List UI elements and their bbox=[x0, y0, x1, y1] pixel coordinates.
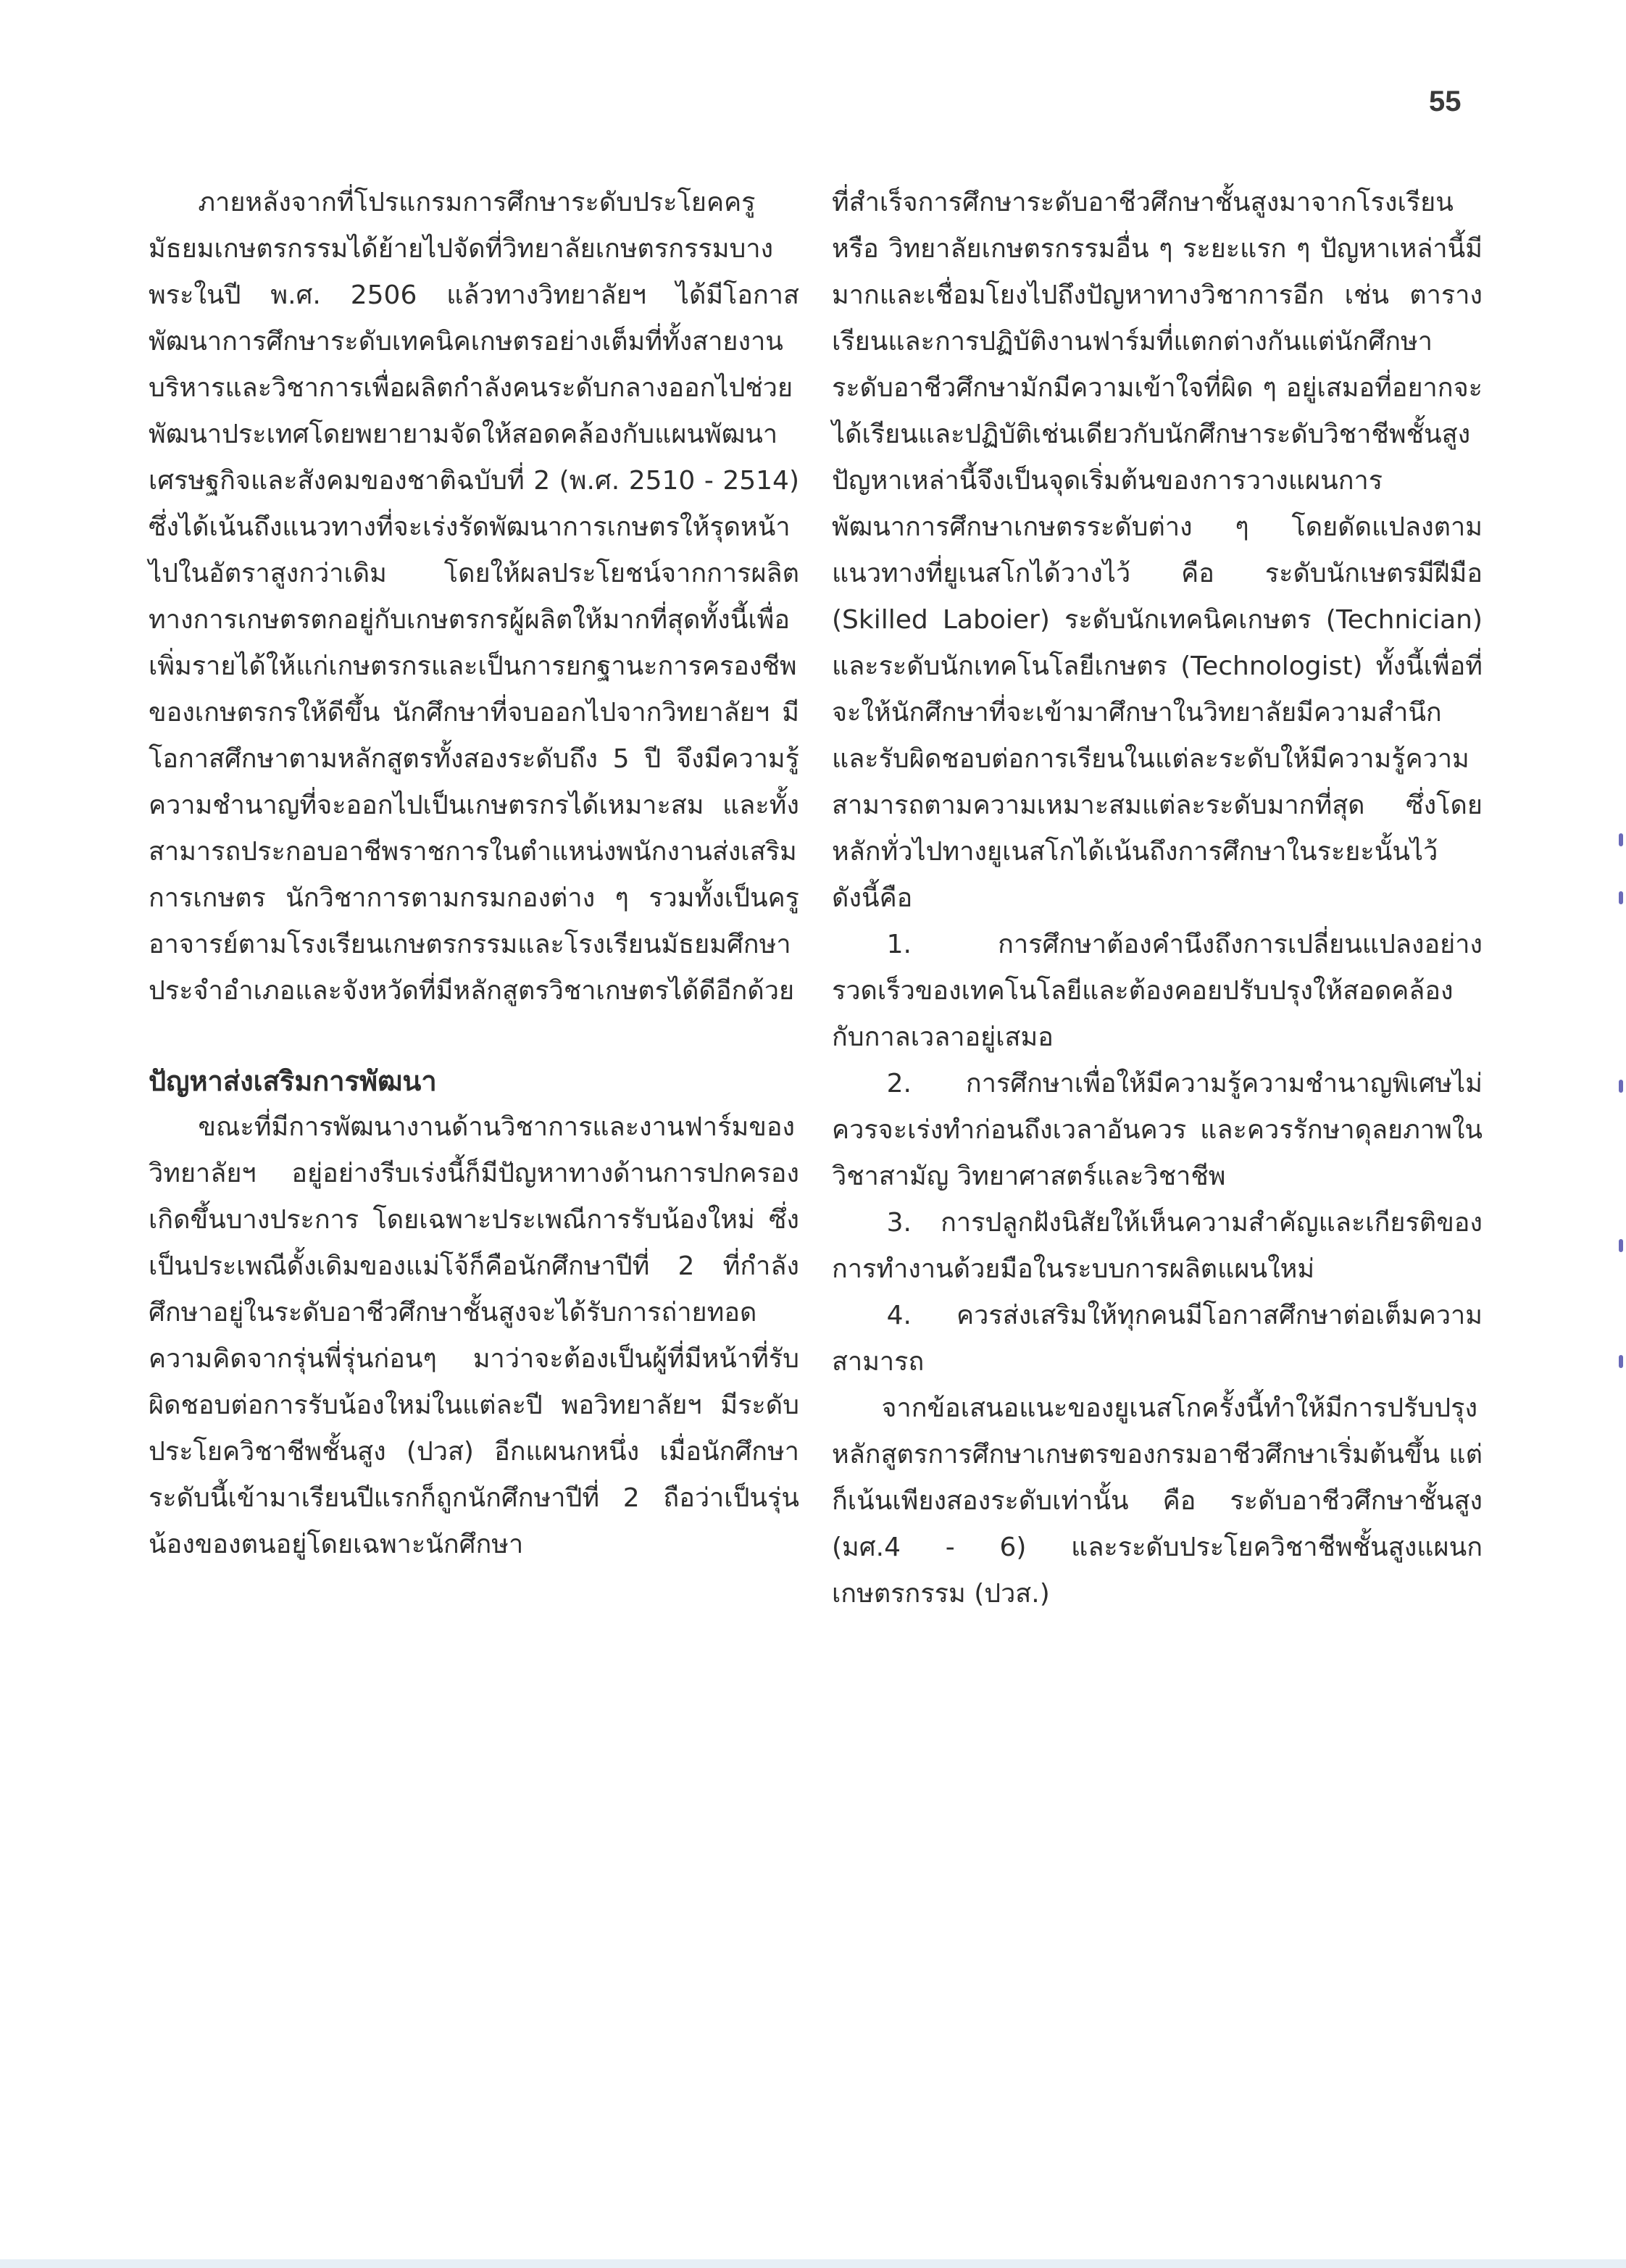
section-heading: ปัญหาส่งเสริมการพัฒนา bbox=[149, 1065, 437, 1097]
right-paragraph-2: จากข้อเสนอแนะของยูเนสโกครั้งนี้ทำให้มีการปรับปรุงหลักสูตรการศึกษาเกษตรของกรมอาชีวศึกษาเริ่มต้นขึ้น แต่ก็เน้นเพียงสองระดับเท่านั้น คือ ระดับอาชีวศึกษาชั้นสูง (มศ.4 - 6) และระดับประโยควิชาชีพชั้นสูงแผนกเกษตรกรรม (ปวส.) bbox=[832, 1393, 1483, 1609]
left-paragraph-1: ภายหลังจากที่โปรแกรมการศึกษาระดับประโยคครูมัธยมเกษตรกรรมได้ย้ายไปจัดที่วิทยาลัยเกษตรกรรมบางพระในปี พ.ศ. 2506 แล้วทางวิทยาลัยฯ ได้มีโอกาสพัฒนาการศึกษาระดับเทคนิคเกษตรอย่างเต็มที่ทั้งสายงานบริหารและวิชาการเพื่อผลิตกำลังคนระดับกลางออกไปช่วยพัฒนาประเทศโดยพยายามจัดให้สอดคล้องกับแผนพัฒนาเศรษฐกิจและสังคมของชาติฉบับที่ 2 (พ.ศ. 2510 - 2514) ซึ่งได้เน้นถึงแนวทางที่จะเร่งรัดพัฒนาการเกษตรให้รุดหน้าไปในอัตราสูงกว่าเดิม โดยให้ผลประโยชน์จากการผลิตทางการเกษตรตกอยู่กับเกษตรกรผู้ผลิตให้มากที่สุดทั้งนี้เพื่อเพิ่มรายได้ให้แก่เกษตรกรและเป็นการยกฐานะการครองชีพของเกษตรกรให้ดีขึ้น นักศึกษาที่จบออกไปจากวิทยาลัยฯ มีโอกาสศึกษาตามหลักสูตรทั้งสองระดับถึง 5 ปี จึงมีความรู้ความชำนาญที่จะออกไปเป็นเกษตรกรได้เหมาะสม และทั้งสามารถประกอบอาชีพราชการในตำแหน่งพนักงานส่งเสริมการเกษตร นักวิชาการตามกรมกองต่าง ๆ รวมทั้งเป็นครูอาจารย์ตามโรงเรียนเกษตรกรรมและโรงเรียนมัธยมศึกษาประจำอำเภอและจังหวัดที่มีหลักสูตรวิชาเกษตรได้ดีอีกด้วย bbox=[149, 188, 799, 1006]
scan-edge-marks bbox=[1619, 833, 1623, 1413]
edge-mark bbox=[1619, 1239, 1623, 1252]
list-item-3: 3. การปลูกฝังนิสัยให้เห็นความสำคัญและเกียรติของการทำงานด้วยมือในระบบการผลิตแผนใหม่ bbox=[832, 1208, 1483, 1284]
list-item-2: 2. การศึกษาเพื่อให้มีความรู้ความชำนาญพิเศษไม่ควรจะเร่งทำก่อนถึงเวลาอันควร และควรรักษาดุลยภาพในวิชาสามัญ วิทยาศาสตร์และวิชาชีพ bbox=[832, 1069, 1483, 1191]
bottom-rule bbox=[0, 2259, 1626, 2268]
right-paragraph-1: ที่สำเร็จการศึกษาระดับอาชีวศึกษาชั้นสูงมาจากโรงเรียน หรือ วิทยาลัยเกษตรกรรมอื่น ๆ ระยะแรก ๆ ปัญหาเหล่านี้มีมากและเชื่อมโยงไปถึงปัญหาทางวิชาการอีก เช่น ตารางเรียนและการปฏิบัติงานฟาร์มที่แตกต่างกันแต่นักศึกษาระดับอาชีวศึกษามักมีความเข้าใจที่ผิด ๆ อยู่เสมอที่อยากจะได้เรียนและปฏิบัติเช่นเดียวกับนักศึกษาระดับวิชาชีพชั้นสูง ปัญหาเหล่านี้จึงเป็นจุดเริ่มต้นของการวางแผนการพัฒนาการศึกษาเกษตรระดับต่าง ๆ โดยดัดแปลงตามแนวทางที่ยูเนสโกได้วางไว้ คือ ระดับนักเษตรมีฝีมือ (Skilled Laboier) ระดับนักเทคนิคเกษตร (Technician) และระดับนักเทคโนโลยีเกษตร (Technologist) ทั้งนี้เพื่อที่จะให้นักศึกษาที่จะเข้ามาศึกษาในวิทยาลัยมีความสำนึกและรับผิดชอบต่อการเรียนในแต่ละระดับให้มีความรู้ความสามารถตามความเหมาะสมแต่ละระดับมากที่สุด ซึ่งโดยหลักทั่วไปทางยูเนสโกได้เน้นถึงการศึกษาในระยะนั้นไว้ดังนี้คือ bbox=[832, 188, 1483, 913]
list-item-4: 4. ควรส่งเสริมให้ทุกคนมีโอกาสศึกษาต่อเต็มความสามารถ bbox=[832, 1301, 1483, 1377]
edge-mark bbox=[1619, 891, 1623, 904]
page-number: 55 bbox=[1429, 86, 1462, 117]
list-item-1: 1. การศึกษาต้องคำนึงถึงการเปลี่ยนแปลงอย่างรวดเร็วของเทคโนโลยีและต้องคอยปรับปรุงให้สอดคล้องกับกาลเวลาอยู่เสมอ bbox=[832, 930, 1483, 1052]
left-column bbox=[149, 180, 799, 1568]
edge-mark bbox=[1619, 1355, 1623, 1368]
right-column bbox=[832, 180, 1483, 1617]
edge-mark bbox=[1619, 1080, 1623, 1093]
left-paragraph-2: ขณะที่มีการพัฒนางานด้านวิชาการและงานฟาร์มของวิทยาลัยฯ อยู่อย่างรีบเร่งนี้ก็มีปัญหาทางด้านการปกครองเกิดขึ้นบางประการ โดยเฉพาะประเพณีการรับน้องใหม่ ซึ่งเป็นประเพณีดั้งเดิมของแม่โจ้ก็คือนักศึกษาปีที่ 2 ที่กำลังศึกษาอยู่ในระดับอาชีวศึกษาชั้นสูงจะได้รับการถ่ายทอดความคิดจากรุ่นพี่รุ่นก่อนๆ มาว่าจะต้องเป็นผู้ที่มีหน้าที่รับผิดชอบต่อการรับน้องใหม่ในแต่ละปี พอวิทยาลัยฯ มีระดับประโยควิชาชีพชั้นสูง (ปวส) อีกแผนกหนึ่ง เมื่อนักศึกษาระดับนี้เข้ามาเรียนปีแรกก็ถูกนักศึกษาปีที่ 2 ถือว่าเป็นรุ่นน้องของตนอยู่โดยเฉพาะนักศึกษา bbox=[149, 1112, 799, 1559]
edge-mark bbox=[1619, 833, 1623, 846]
